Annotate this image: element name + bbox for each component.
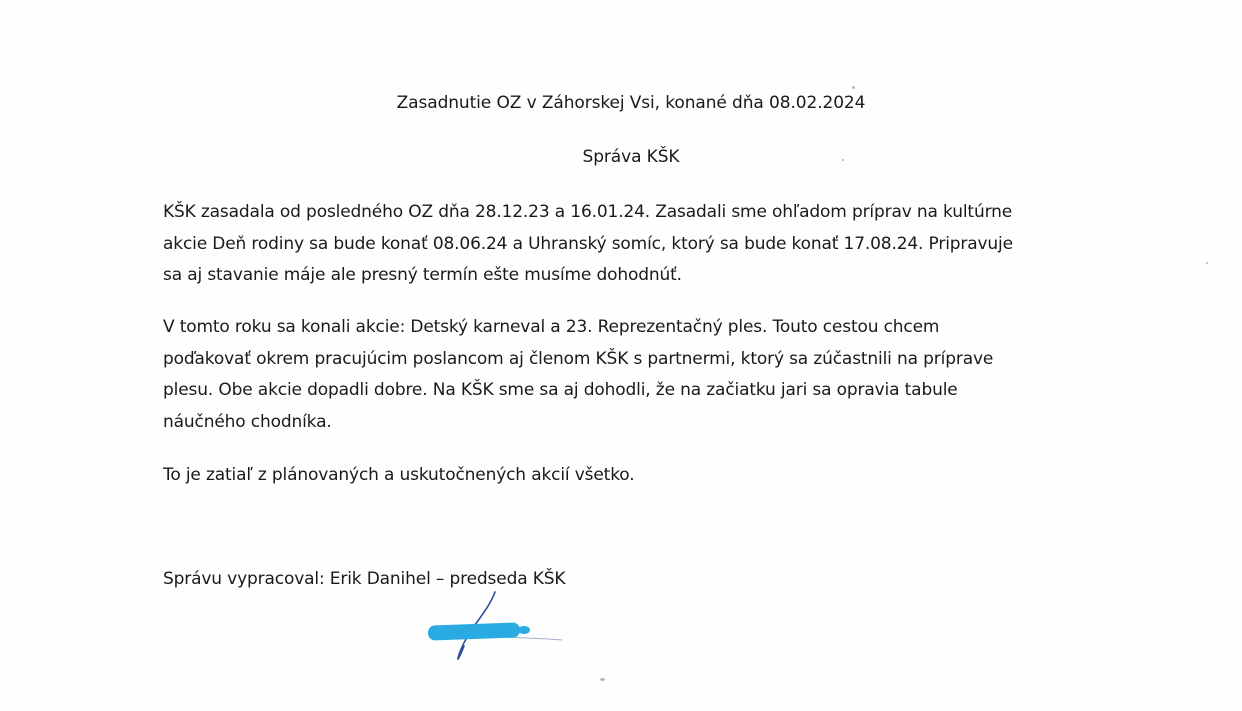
paragraph-closing [163, 460, 1123, 492]
scan-speck [600, 678, 605, 681]
scan-speck [842, 159, 844, 161]
paragraph-line: náučného chodníka. [163, 411, 332, 432]
paragraph-line: To je zatiaľ z plánovaných a uskutočnených akcií všetko. [163, 465, 635, 485]
document-subtitle: Správa KŠK [582, 147, 680, 167]
prepared-by-line: Správu vypracoval: Erik Danihel – predseda KŠK [163, 569, 566, 589]
paragraph-line: sa aj stavanie máje ale presný termín ešte musíme dohodnúť. [163, 265, 682, 285]
document-title: Zasadnutie OZ v Záhorskej Vsi, konané dňa 08.02.2024 [396, 93, 866, 113]
paragraph-line: poďakovať okrem pracujúcim poslancom aj členom KŠK s partnermi, ktorý sa zúčastnili na príprave [163, 348, 994, 369]
paragraph-meetings [163, 197, 1123, 292]
scan-speck [1206, 262, 1208, 264]
scan-speck [852, 86, 855, 89]
paragraph-events [163, 312, 1123, 438]
paragraph-line: plesu. Obe akcie dopadli dobre. Na KŠK sme sa aj dohodli, že na začiatku jari sa opravia tabule [163, 380, 958, 400]
handwritten-signature-redacted-icon [420, 588, 580, 668]
paragraph-line: KŠK zasadala od posledného OZ dňa 28.12.23 a 16.01.24. Zasadali sme ohľadom príprav na kultúrne [163, 202, 1013, 222]
paragraph-line: V tomto roku sa konali akcie: Detský karneval a 23. Reprezentačný ples. Touto cestou chcem [163, 317, 940, 337]
paragraph-line: akcie Deň rodiny sa bude konať 08.06.24 a Uhranský somíc, ktorý sa bude konať 17.08.24. Pripravuje [163, 233, 1013, 254]
